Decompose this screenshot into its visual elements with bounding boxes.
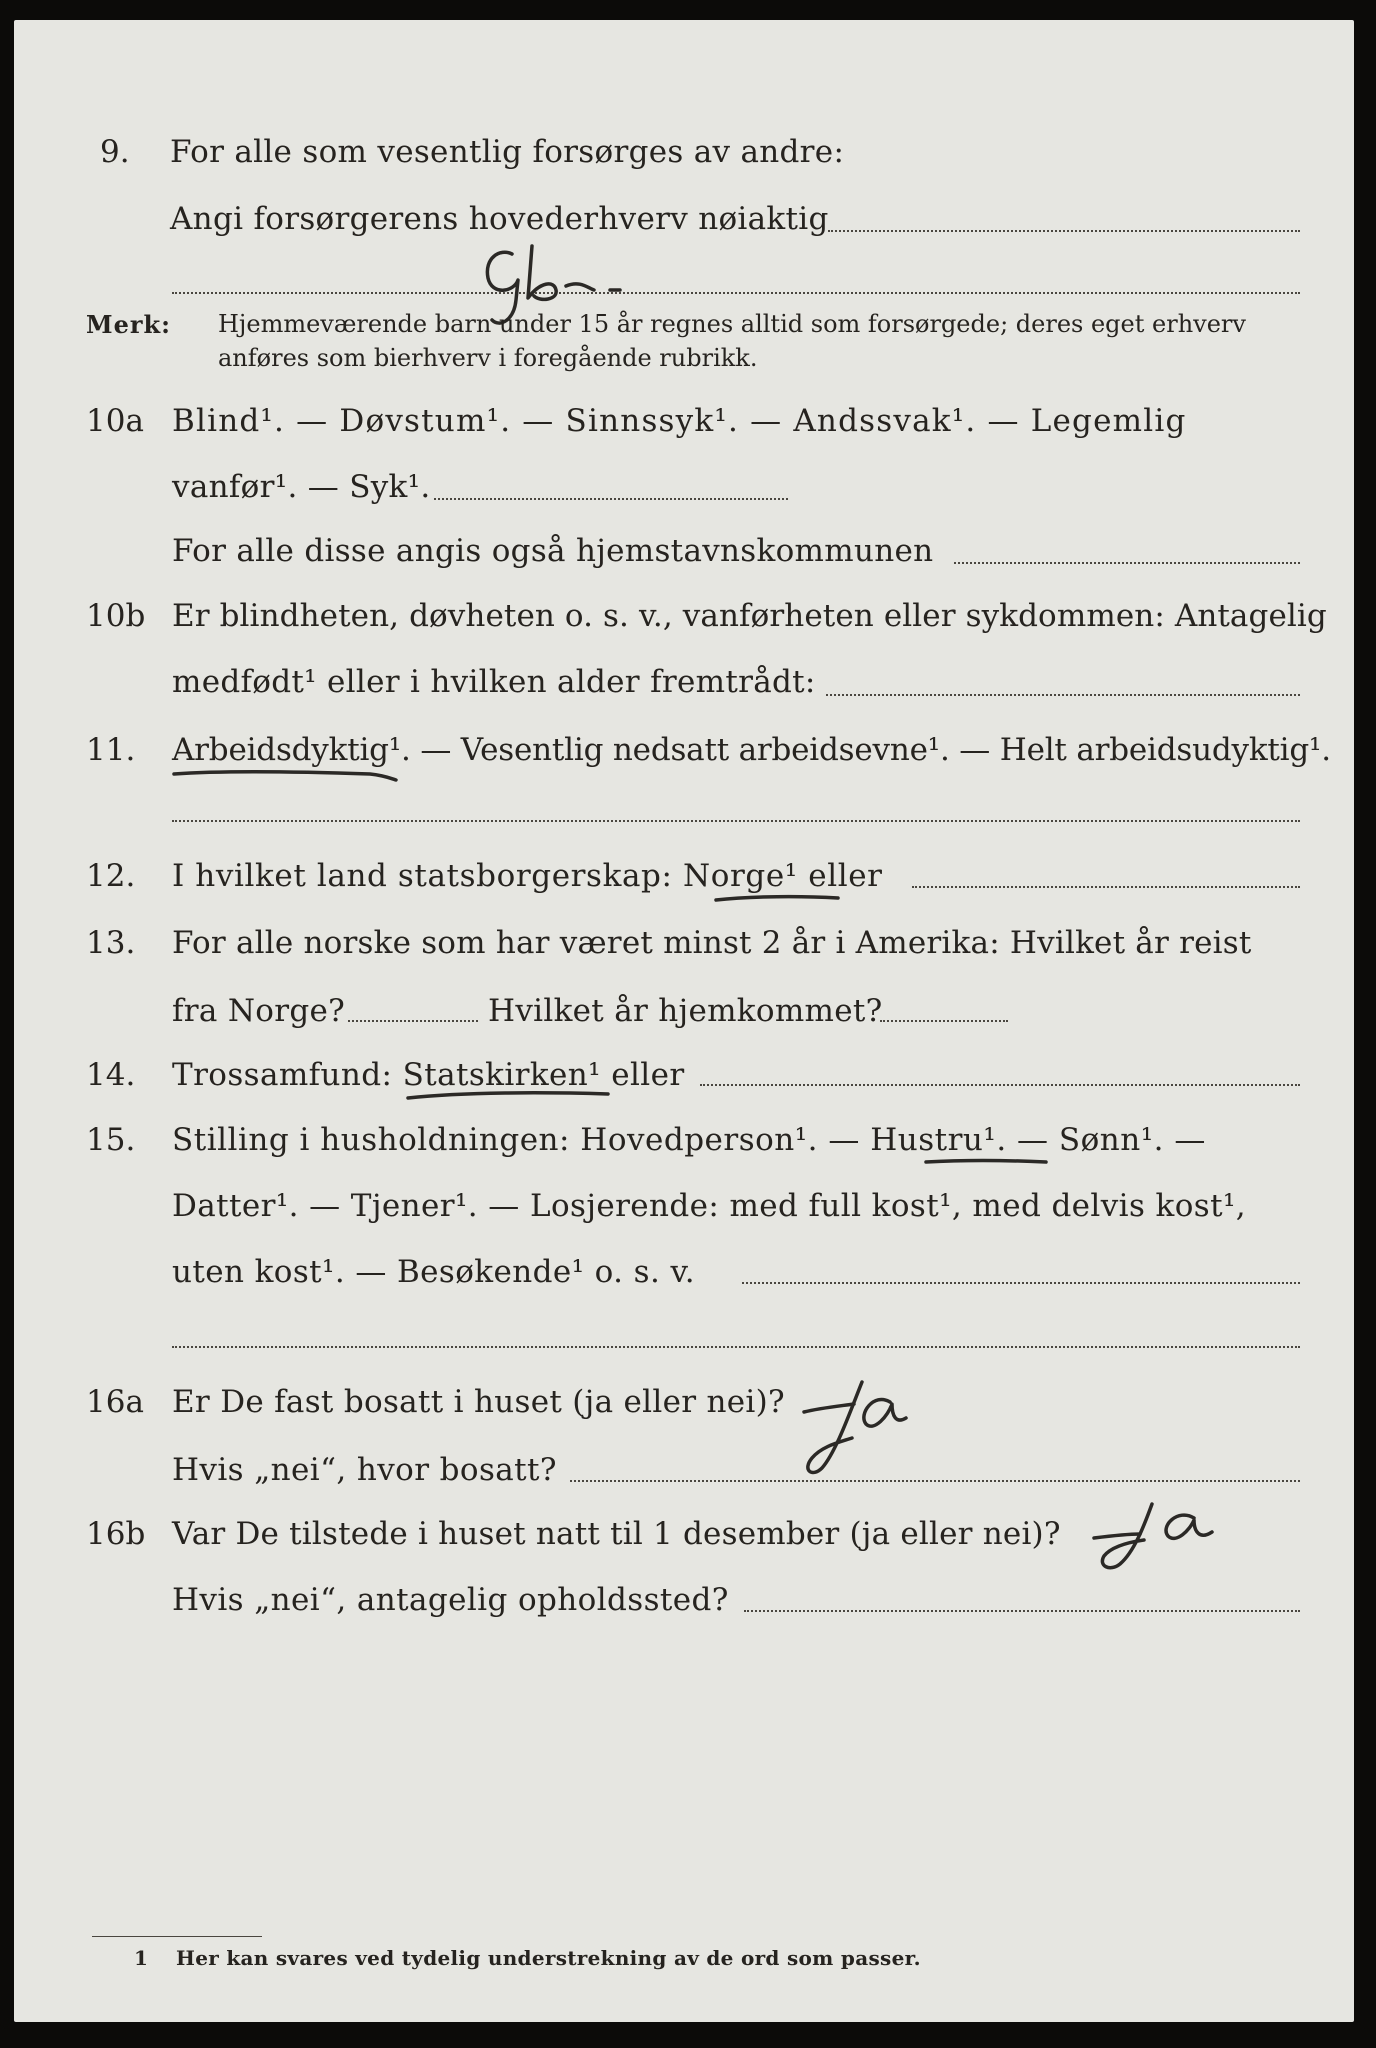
q14-number: 14. — [86, 1057, 136, 1093]
q12-answer-line[interactable] — [912, 886, 1300, 888]
q13-year-left-answer-line[interactable] — [348, 1020, 478, 1022]
q9-answer-line[interactable] — [828, 230, 1300, 232]
q14-question-line1: Trossamfund: Statskirken¹ eller — [172, 1057, 685, 1093]
q11-underline-arbeidsdyktig — [170, 764, 400, 784]
q13-year-returned-answer-line[interactable] — [880, 1020, 1008, 1022]
q13-question-line2b: Hvilket år hjemkommet? — [488, 993, 883, 1029]
footnote-rule — [92, 1936, 262, 1937]
footnote-text: Her kan svares ved tydelig understrekning av de ord som passer. — [176, 1946, 921, 1970]
q12-underline-norge — [712, 888, 842, 908]
q16b-question-line1: Var De tilstede i huset natt til 1 desember (ja eller nei)? — [172, 1516, 1061, 1552]
merk-note-line2: anføres som bierhverv i foregående rubrikk. — [218, 344, 758, 372]
q10b-question-line2: medfødt¹ eller i hvilken alder fremtrådt: — [172, 664, 816, 700]
q12-question-line1: I hvilket land statsborgerskap: Norge¹ eller — [172, 858, 883, 894]
q11-question-line1: Arbeidsdyktig¹. — Vesentlig nedsatt arbeidsevne¹. — Helt arbeidsudyktig¹. — [172, 732, 1331, 768]
q15-question-line3: uten kost¹. — Besøkende¹ o. s. v. — [172, 1254, 695, 1290]
q15-answer-line[interactable] — [742, 1282, 1300, 1284]
q9-question-line2: Angi forsørgerens hovederhverv nøiaktig — [170, 201, 829, 237]
merk-label: Merk: — [86, 310, 171, 339]
q10a-question-line3: For alle disse angis også hjemstavnskommunen — [172, 533, 934, 569]
footnote-mark: 1 — [134, 1946, 148, 1970]
q16b-handwritten-answer — [1090, 1496, 1260, 1586]
q10b-number: 10b — [86, 598, 146, 634]
q15-number: 15. — [86, 1122, 136, 1158]
q14-underline-statskirken — [404, 1086, 614, 1106]
q12-number: 12. — [86, 858, 136, 894]
q11-number: 11. — [86, 732, 136, 768]
q16a-number: 16a — [86, 1384, 144, 1420]
q16b-question-line2: Hvis „nei“, antagelig opholdssted? — [172, 1582, 729, 1618]
q16b-number: 16b — [86, 1516, 146, 1552]
q16a-question-line2: Hvis „nei“, hvor bosatt? — [172, 1452, 557, 1488]
q10a-number: 10a — [86, 403, 144, 439]
q13-question-line2a: fra Norge? — [172, 993, 346, 1029]
q16a-handwritten-answer — [800, 1372, 960, 1482]
q9-answer-line-2[interactable] — [172, 292, 1300, 294]
merk-note-line1: Hjemmeværende barn under 15 år regnes alltid som forsørgede; deres eget erhverv — [218, 310, 1246, 338]
q14-answer-line[interactable] — [700, 1084, 1300, 1086]
q9-question-line1: For alle som vesentlig forsørges av andre: — [170, 134, 845, 170]
q15-question-line2: Datter¹. — Tjener¹. — Losjerende: med full kost¹, med delvis kost¹, — [172, 1188, 1247, 1224]
q10a-question-line1: Blind¹. — Døvstum¹. — Sinnssyk¹. — Andssvak¹. — Legemlig — [172, 403, 1187, 439]
q13-question-line1: For alle norske som har været minst 2 år i Amerika: Hvilket år reist — [172, 925, 1252, 961]
q11-answer-line[interactable] — [172, 820, 1300, 822]
q9-number: 9. — [100, 134, 130, 170]
q10a-answer-line[interactable] — [434, 498, 788, 500]
q16a-question-line1: Er De fast bosatt i huset (ja eller nei)? — [172, 1384, 785, 1420]
q13-number: 13. — [86, 925, 136, 961]
q16a-answer-line[interactable] — [570, 1480, 1300, 1482]
q16b-answer-line[interactable] — [744, 1610, 1300, 1612]
q10a-hjemstavn-answer-line[interactable] — [954, 562, 1300, 564]
q10a-question-line2: vanfør¹. — Syk¹. — [172, 469, 431, 505]
q15-underline-hustru — [922, 1152, 1052, 1172]
q15-answer-line-2[interactable] — [172, 1346, 1300, 1348]
q10b-answer-line[interactable] — [826, 694, 1300, 696]
q15-question-line1: Stilling i husholdningen: Hovedperson¹. — Hustru¹. — Sønn¹. — — [172, 1122, 1206, 1158]
q10b-question-line1: Er blindheten, døvheten o. s. v., vanførheten eller sykdommen: Antagelig — [172, 598, 1327, 634]
